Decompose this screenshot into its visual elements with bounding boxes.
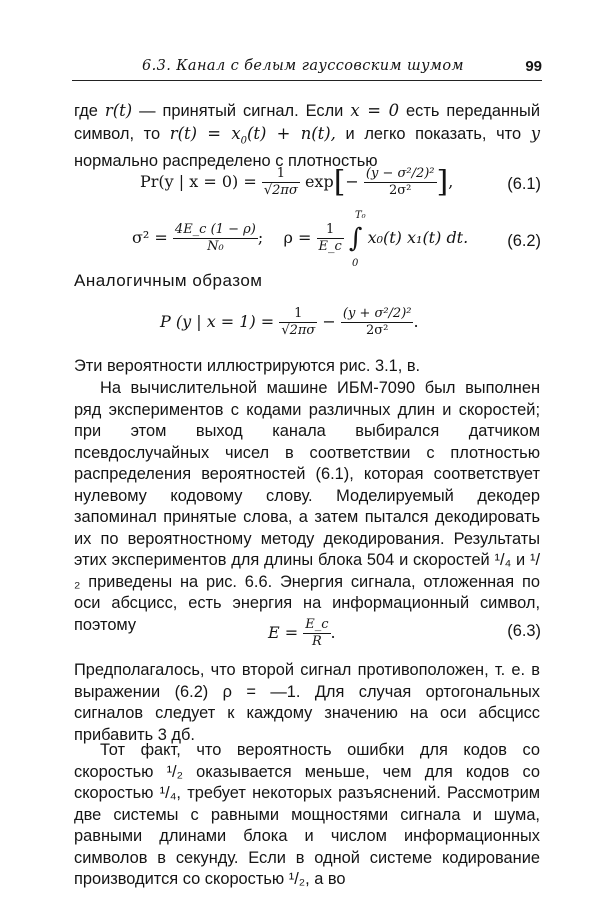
eq1-exp: exp <box>304 172 334 191</box>
eq4-fraction <box>303 617 330 650</box>
eq1-bracket-open: [ <box>333 164 346 200</box>
eq2-sigma-den: N₀ <box>207 239 224 254</box>
header-rule <box>72 80 542 81</box>
equation-6-2 <box>132 222 468 255</box>
eq3-exp-num: (y + σ²/2)² <box>342 306 412 321</box>
para1-text-d: и легко показать, что <box>335 124 531 143</box>
para1-text-e: нормально распределено с плотностью <box>74 152 378 171</box>
eq1-frac-den: √2πσ <box>263 183 298 198</box>
eq2-sigma-fraction <box>173 222 258 255</box>
eq4-period: . <box>330 623 336 642</box>
eq3-exp-den: 2σ² <box>366 323 389 338</box>
eq4-number: (6.3) <box>507 622 541 640</box>
page-number: 99 <box>525 58 542 75</box>
eq1-bracket-close: ] <box>436 164 449 200</box>
eq2-number: (6.2) <box>507 232 541 250</box>
eq1-fraction <box>262 166 300 199</box>
eq2-rho-fraction <box>317 222 344 255</box>
eq1-lhs: Pr(y | x = 0) = <box>140 172 257 191</box>
eq2-integral-sign: ∫ <box>348 223 363 254</box>
eq2-integrand: x₀(t) x₁(t) dt. <box>367 228 469 247</box>
paragraph-4: На вычислительной машине ИБМ-7090 был выполнен ряд экспериментов с кодами различных длин и скоростей; при этом выход канала выбирался датчиком псевдослучайных чисел в соответствии с плотностью распределения вероятностей (6.1), которая соответствует нулевому кодовому слову. Моделируемый декодер запоминал принятые слова, а затем пытался декодировать их по вероятностному методу декодирования. Результаты этих экспериментов для длины блока 504 и скоростей ¹/₄ и ¹/₂ приведены на рис. 6.6. Энергия сигнала, отложенная по оси абсцисс, есть энергия на информационный символ, поэтому <box>74 379 540 634</box>
equation-p-y-x1 <box>160 306 419 339</box>
eq3-minus: − <box>322 312 336 331</box>
paragraph-6: Тот факт, что вероятность ошибки для кодов со скоростью ¹/₂ оказывается меньше, чем для кодов со скоростью ¹/₄, требует некоторых разъяснений. Рассмотрим две системы с равными мощностями сигнала и шума, равными длинами блока и числом информационных символов в секунду. Если в одной системе кодирование производится со скоростью ¹/₂, а во <box>74 741 540 888</box>
eq1-inner-fraction <box>364 166 437 199</box>
equation-6-1 <box>140 166 453 199</box>
para1-rt2: r(t) = x <box>169 123 241 143</box>
eq2-sigma-lhs: σ² = <box>132 228 168 247</box>
eq4-lhs: E = <box>268 623 299 642</box>
paragraph-2: Аналогичным образом <box>74 271 263 290</box>
para1-text-c: есть переданный символ, то <box>74 102 540 143</box>
eq2-lower-limit: 0 <box>352 258 359 269</box>
equation-6-3 <box>268 617 336 650</box>
para1-text-b: — принятый сигнал. Если <box>132 102 351 120</box>
paragraph-5: Предполагалось, что второй сигнал противоположен, т. е. в выражении (6.2) ρ = —1. Для случая ортогональных сигналов следует к каждому значению на оси абсцисс прибавить 3 дб. <box>74 661 540 744</box>
eq3-fraction <box>279 306 317 339</box>
eq2-rho-den: E_c <box>318 239 342 254</box>
para1-y: y <box>530 123 541 143</box>
eq3-lhs: P (y | x = 1) = <box>160 312 275 331</box>
para1-x0: x = 0 <box>350 101 400 120</box>
para1-rt3: (t) + n(t), <box>246 123 336 143</box>
eq2-semicolon: ; <box>257 228 264 247</box>
eq1-inner-den: 2σ² <box>389 183 412 198</box>
header-title: 6.3. Канал с белым гауссовским шумом <box>142 58 464 74</box>
para1-rt: r(t) <box>104 101 133 120</box>
eq1-number: (6.1) <box>507 175 541 193</box>
eq1-comma: , <box>448 172 454 191</box>
eq3-period: . <box>413 312 419 331</box>
para1-text-a: где <box>74 102 105 120</box>
paragraph-1 <box>74 100 540 173</box>
paragraph-3: Эти вероятности иллюстрируются рис. 3.1, в. <box>74 357 421 375</box>
eq2-sigma-num: 4E_c (1 − ρ) <box>174 222 256 237</box>
eq1-inner-num: (y − σ²/2)² <box>365 166 435 181</box>
eq3-exp-fraction <box>341 306 414 339</box>
eq3-frac-den: √2πσ <box>281 323 316 338</box>
eq1-minus: − <box>345 172 359 191</box>
eq1-frac-num: 1 <box>262 166 300 183</box>
eq2-rho-lhs: ρ = <box>283 228 312 247</box>
eq2-rho-num: 1 <box>317 222 344 239</box>
para1-sub0: 0 <box>240 134 247 146</box>
eq3-frac-num: 1 <box>279 306 317 323</box>
eq4-den: R <box>312 634 322 649</box>
eq2-upper-limit: T₀ <box>355 210 366 221</box>
eq4-num: E_c <box>305 617 329 632</box>
running-header <box>72 58 542 82</box>
